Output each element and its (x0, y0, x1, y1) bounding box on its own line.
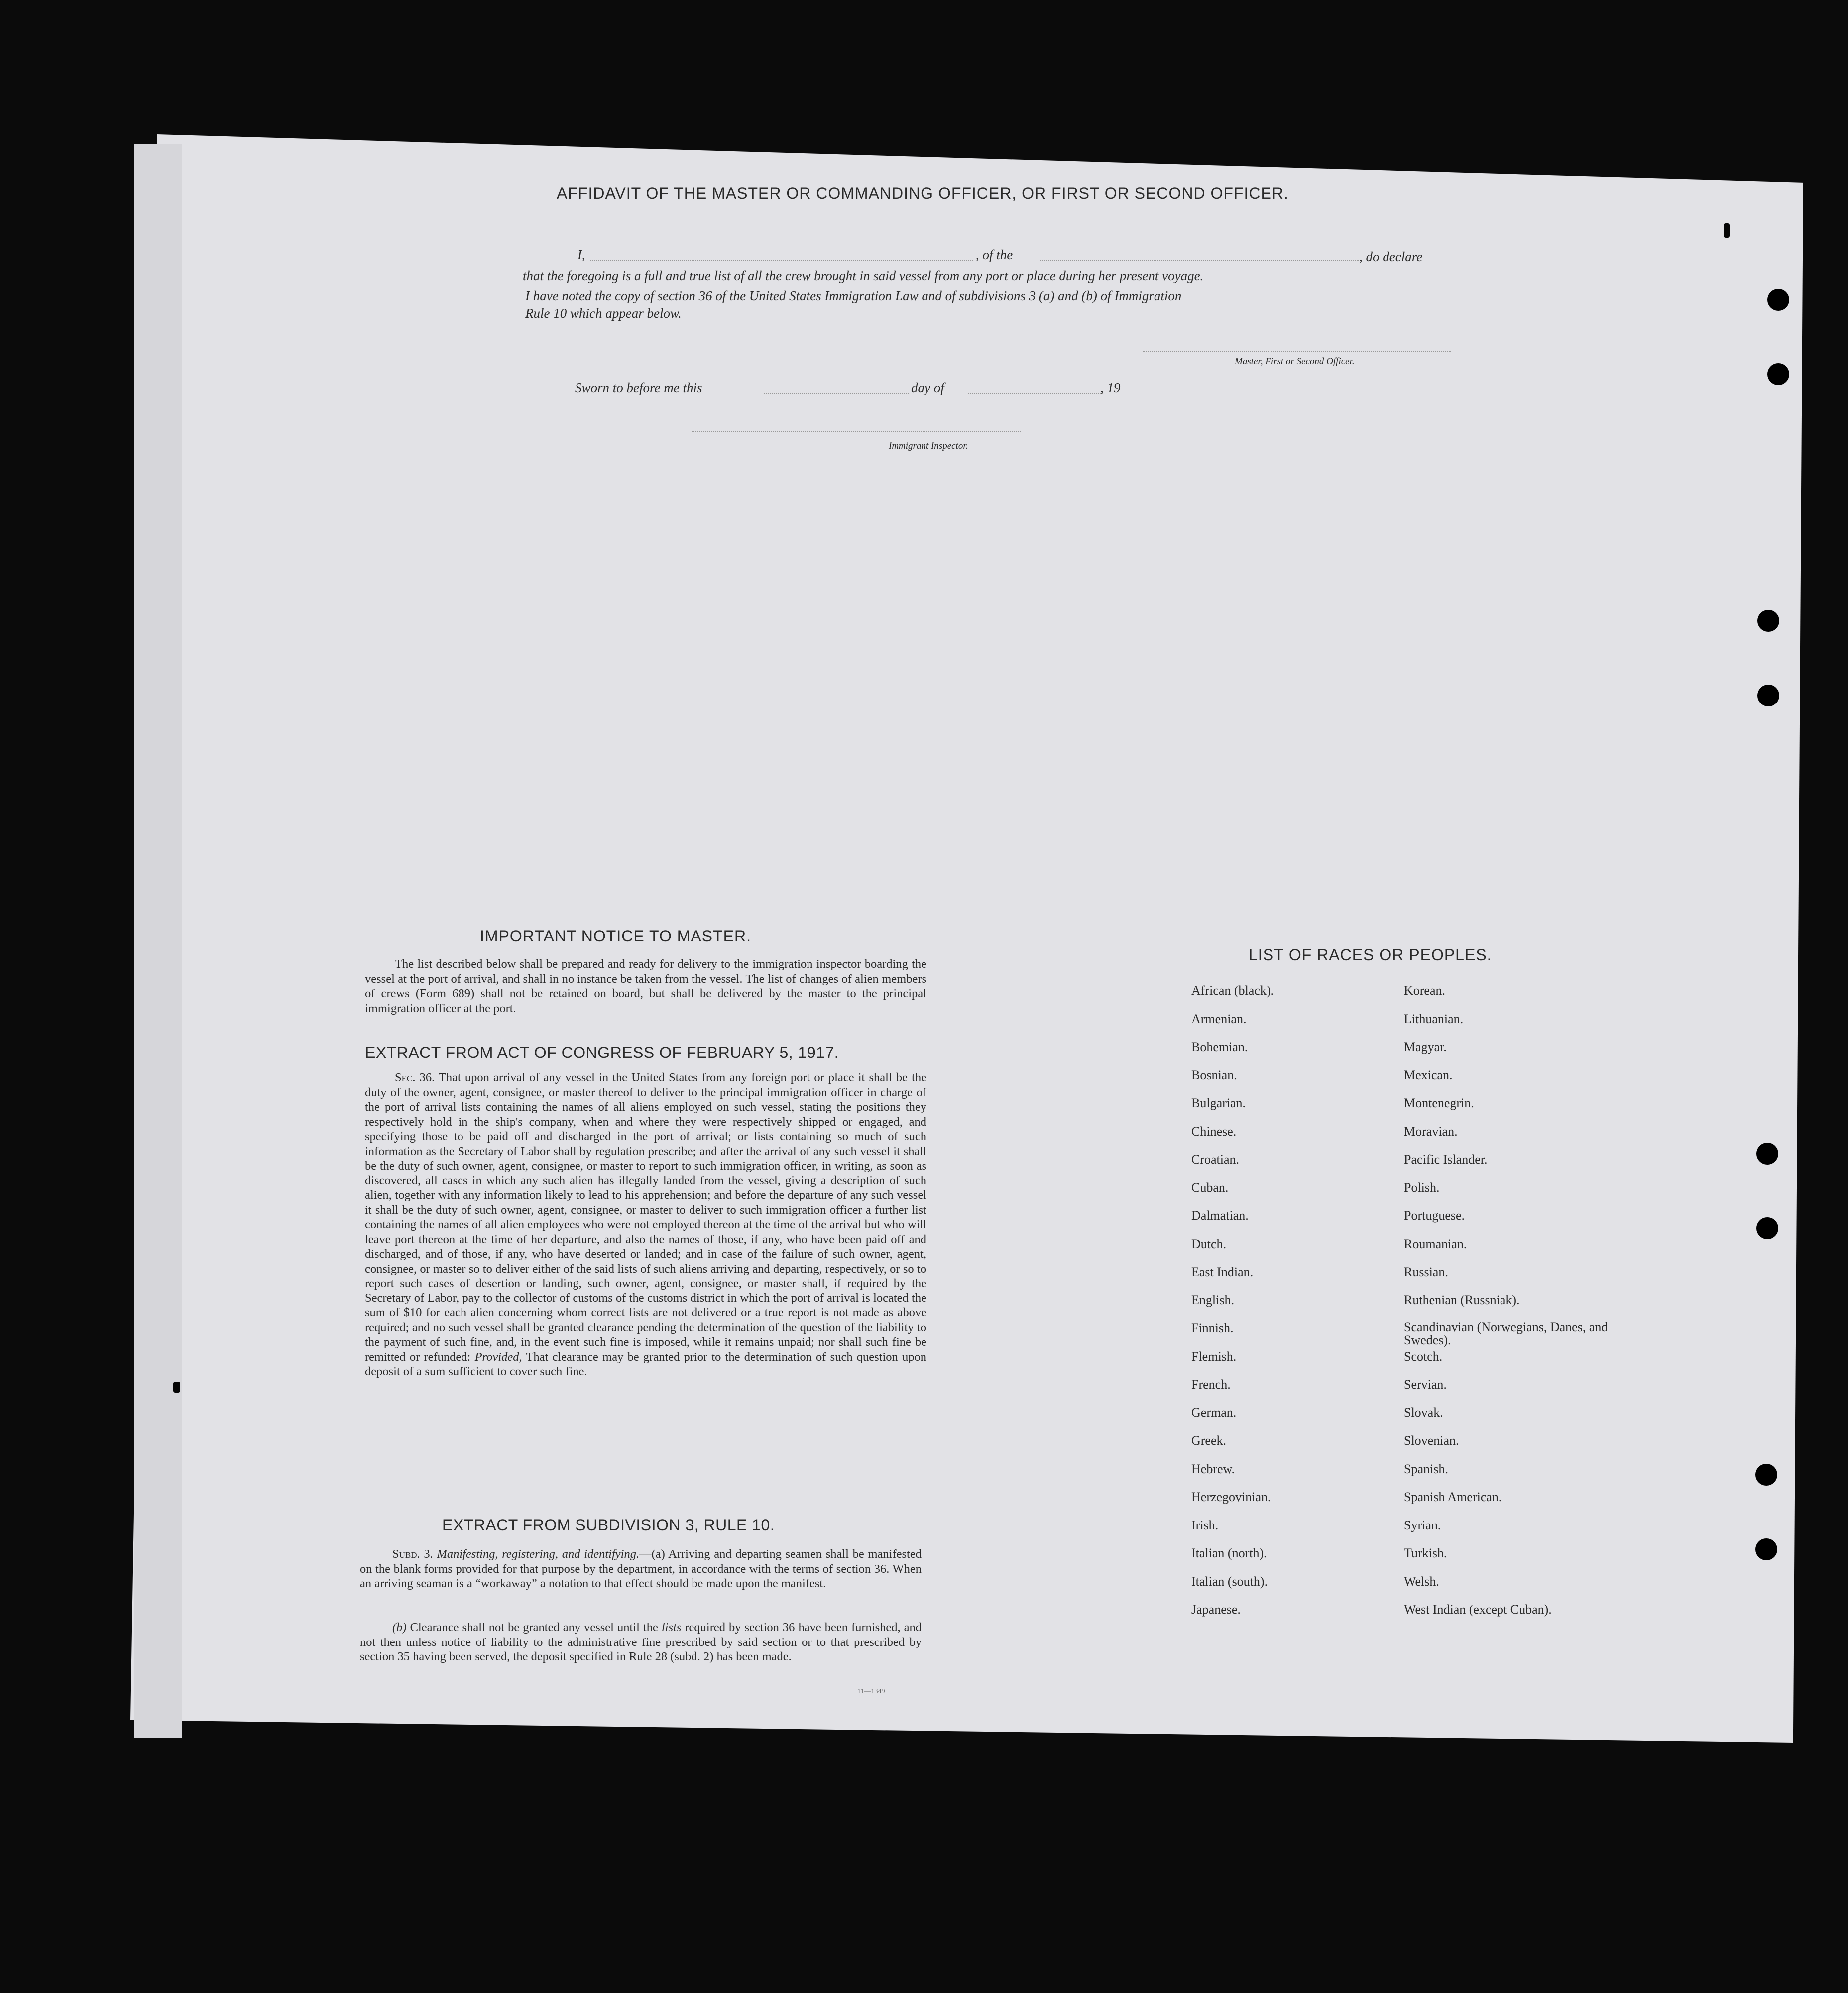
section-label: Sec. 36. (395, 1071, 435, 1084)
race-item: Italian (north). (1191, 1546, 1267, 1560)
notice-body: The list described below shall be prepared and ready for delivery to the immigration inspector boarding the vessel at the port of arrival, and shall in no instance be taken from the vessel. The list of changes of alien members of crews (Form 689) shall not be retained on board, but shall be delivered by the master to the principal immigration officer at the port. (365, 957, 926, 1015)
race-item: Spanish. (1404, 1461, 1448, 1476)
race-item: Ruthenian (Russniak). (1404, 1292, 1520, 1307)
subd-heading: Manifesting, registering, and identifying. (437, 1547, 640, 1561)
races-left-column (1191, 983, 1390, 1631)
master-signature-label: Master, First or Second Officer. (1235, 356, 1355, 367)
race-item: French. (1191, 1377, 1231, 1392)
race-item: Scandinavian (Norwegians, Danes, and Swedes). (1404, 1320, 1608, 1347)
affidavit-statement-line2: I have noted the copy of section 36 of the United States Immigration Law and of subdivisions 3 (a) and (b) of Immigration (525, 288, 1182, 303)
ink-mark (173, 1382, 180, 1393)
race-item: Greek. (1191, 1433, 1227, 1448)
race-item: Chinese. (1191, 1124, 1237, 1139)
race-item: Montenegrin. (1404, 1096, 1474, 1110)
race-item: Slovenian. (1404, 1433, 1459, 1448)
inspector-signature-line (692, 431, 1021, 432)
binder-hole (1757, 685, 1779, 706)
inspector-label: Immigrant Inspector. (889, 441, 968, 451)
name-blank-line (590, 260, 973, 261)
race-item: Armenian. (1191, 1011, 1247, 1026)
race-item: Servian. (1404, 1377, 1447, 1392)
race-item: Japanese. (1191, 1602, 1241, 1617)
form-code: 11—1349 (857, 1688, 885, 1695)
binder-hole (1757, 610, 1779, 632)
race-item: Spanish American. (1404, 1490, 1502, 1504)
extract-rule-para-b (360, 1620, 922, 1664)
extract-rule-para-a (360, 1547, 922, 1591)
binder-hole (1756, 1217, 1778, 1239)
affidavit-i-label: I, (578, 247, 585, 262)
race-item: English. (1191, 1292, 1234, 1307)
vessel-blank-line (1040, 260, 1359, 261)
subd-label: Subd. 3. (392, 1547, 433, 1561)
para-b-label: (b) (392, 1621, 407, 1634)
race-item: Welsh. (1404, 1574, 1439, 1589)
race-item: Slovak. (1404, 1405, 1443, 1420)
race-item: West Indian (except Cuban). (1404, 1602, 1552, 1617)
race-item: Flemish. (1191, 1349, 1237, 1364)
para-b-text-start: Clearance shall not be granted any vessel until the (410, 1621, 658, 1634)
affidavit-title: AFFIDAVIT OF THE MASTER OR COMMANDING OFFICER, OR FIRST OR SECOND OFFICER. (557, 184, 1289, 202)
race-item: Croatian. (1191, 1152, 1240, 1167)
binder-hole (1755, 1464, 1777, 1486)
year-label: , 19 (1100, 380, 1121, 395)
extract-act-section (365, 1070, 926, 1379)
race-item: Korean. (1404, 983, 1446, 998)
para-b-text-end: required by section 36 have been furnished, and not then unless notice of liability to the administrative fine prescribed by said section or to that prescribed by section 35 having been served, the deposit specified in Rule 28 (subd. 2) has been made. (360, 1621, 922, 1663)
race-item: Hebrew. (1191, 1461, 1235, 1476)
race-item: Scotch. (1404, 1349, 1443, 1364)
para-a-text: Arriving and departing seamen shall be manifested on the blank forms provided for that purpose by the department, in accordance with the terms of section 36. When an arriving seaman is a “workaway” a notation to that effect should be made upon the manifest. (360, 1547, 922, 1590)
affidavit-of-the-label: , of the (976, 247, 1013, 262)
day-of-label: day of (911, 380, 944, 395)
race-item: Turkish. (1404, 1546, 1447, 1560)
race-item: Dalmatian. (1191, 1208, 1249, 1223)
notice-title: IMPORTANT NOTICE TO MASTER. (480, 927, 751, 945)
race-item: Dutch. (1191, 1236, 1227, 1251)
binder-hole (1767, 363, 1789, 385)
race-item: Russian. (1404, 1265, 1448, 1279)
race-item: Pacific Islander. (1404, 1152, 1488, 1167)
master-signature-line (1143, 351, 1451, 352)
provided-label: Provided, (474, 1350, 522, 1364)
race-item: German. (1191, 1405, 1237, 1420)
extract-act-title: EXTRACT FROM ACT OF CONGRESS OF FEBRUARY 5, 1917. (365, 1044, 839, 1061)
race-item: Mexican. (1404, 1067, 1453, 1082)
race-item: Moravian. (1404, 1124, 1458, 1139)
sworn-label: Sworn to before me this (575, 380, 702, 395)
race-item: Bohemian. (1191, 1040, 1248, 1054)
race-item: Polish. (1404, 1180, 1440, 1195)
race-item: Syrian. (1404, 1518, 1441, 1532)
races-title: LIST OF RACES OR PEOPLES. (1249, 946, 1492, 964)
race-item: Magyar. (1404, 1040, 1447, 1054)
binder-hole (1756, 1143, 1778, 1165)
section-36-text: That upon arrival of any vessel in the United States from any foreign port or place it shall be the duty of the owner, agent, consignee, or master thereof to deliver to the principal immigration officer in charge of the port of arrival lists containing the names of all aliens employed on such vessel, stating the positions they respectively hold in the ship's company, when and where they were respectively shipped or engaged, and specifying those to be paid off and discharged in the port of arrival; or lists containing so much of such information as the Secretary of Labor shall by regulation prescribe; and after the arrival of any such vessel it shall be the duty of such owner, agent, consignee, or master to report to such immigration officer, in writing, as soon as discovered, all cases in which any such alien has illegally landed from the vessel, giving a description of such alien, together with any information likely to lead to his apprehension; and before the departure of any such vessel it shall be the duty of such owner, agent, consignee, or master to deliver to such immigration officer a further list containing the names of all alien employees who were not employed thereon at the time of the arrival but who will leave port thereon at the time of her departure, and also the names of those, if any, who have been paid off and discharged, and of those, if any, who have deserted or landed; and in case of the failure of such owner, agent, consignee, or master so to deliver either of the said lists of such aliens arriving and departing, respectively, or so to report such cases of desertion or landing, such owner, agent, consignee, or master shall, if required by the Secretary of Labor, pay to the collector of customs of the customs district in which the port of arrival is located the sum of $10 for each alien concerning whom correct lists are not delivered or a true report is not made as above required; and no such vessel shall be granted clearance pending the determination of the question of the liability to the payment of such fine, and, in the event such fine is imposed, while it remains unpaid; nor shall such fine be remitted or refunded: (365, 1071, 927, 1364)
sworn-day-blank-line (764, 393, 909, 394)
para-b-lists: lists (661, 1621, 682, 1634)
race-item: Italian (south). (1191, 1574, 1268, 1589)
race-item: African (black). (1191, 983, 1274, 998)
race-item: Portuguese. (1404, 1208, 1465, 1223)
races-right-column (1404, 983, 1613, 1631)
race-item: Bosnian. (1191, 1067, 1237, 1082)
race-item: Roumanian. (1404, 1236, 1467, 1251)
para-a-label: —(a) (639, 1547, 665, 1561)
affidavit-statement-line3: Rule 10 which appear below. (525, 306, 682, 321)
race-item: Finnish. (1191, 1321, 1234, 1335)
binder-hole (1767, 289, 1789, 311)
extract-rule-title: EXTRACT FROM SUBDIVISION 3, RULE 10. (442, 1516, 775, 1534)
race-item: Herzegovinian. (1191, 1490, 1271, 1504)
section-36-text-end: That clearance may be granted prior to the determination of such question upon deposit of a sum sufficient to cover such fine. (365, 1350, 927, 1378)
page-fold-shadow (134, 144, 182, 1738)
affidavit-statement-line1: that the foregoing is a full and true list of all the crew brought in said vessel from any port or place during her present voyage. (523, 268, 1204, 283)
affidavit-do-declare: , do declare (1359, 249, 1423, 264)
race-item: Bulgarian. (1191, 1096, 1246, 1110)
race-item: Lithuanian. (1404, 1011, 1464, 1026)
race-item: Irish. (1191, 1518, 1219, 1532)
race-item: Cuban. (1191, 1180, 1229, 1195)
sworn-month-blank-line (968, 393, 1103, 394)
binder-hole (1755, 1538, 1777, 1560)
ink-mark (1724, 223, 1730, 238)
race-item: East Indian. (1191, 1265, 1254, 1279)
